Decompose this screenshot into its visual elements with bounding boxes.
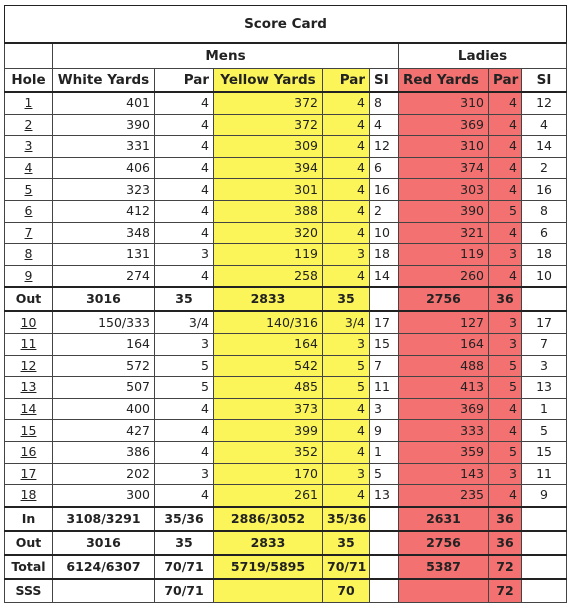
white-yards-cell: 300 (53, 485, 155, 507)
out-row-label: Out (5, 531, 53, 555)
red-yards-cell: 333 (399, 420, 489, 442)
par-cell: 4 (155, 265, 214, 287)
white-yards-cell: 386 (53, 441, 155, 463)
hole-number-cell (5, 463, 53, 485)
yellow-yards-cell: 258 (214, 265, 323, 287)
ladies-si-cell: 7 (522, 333, 567, 355)
table-row (5, 420, 567, 442)
white-yards-cell: 164 (53, 333, 155, 355)
white-yards-cell: 331 (53, 136, 155, 158)
sss-row-red-par: 72 (489, 579, 522, 603)
red-par-cell: 5 (489, 441, 522, 463)
ladies-si-cell: 2 (522, 157, 567, 179)
yellow-yards-cell: 309 (214, 136, 323, 158)
mens-si-cell: 11 (370, 377, 399, 399)
hole-number-cell (5, 333, 53, 355)
mens-si-cell: 6 (370, 157, 399, 179)
out-front-row-red-par: 36 (489, 287, 522, 311)
yellow-par-cell: 3 (323, 244, 370, 266)
yellow-yards-cell: 140/316 (214, 311, 323, 333)
red-yards-cell: 260 (399, 265, 489, 287)
red-par-cell: 3 (489, 311, 522, 333)
mens-si-cell: 8 (370, 92, 399, 114)
hole-number-cell (5, 420, 53, 442)
mens-si-cell: 4 (370, 114, 399, 136)
hole-number-cell (5, 355, 53, 377)
red-par-cell: 5 (489, 355, 522, 377)
total-row-si-blank (370, 555, 399, 579)
red-yards-cell: 369 (399, 398, 489, 420)
table-row (5, 441, 567, 463)
out-front-row-par: 35 (155, 287, 214, 311)
hole-link[interactable]: 17 (20, 465, 37, 481)
hole-number-cell (5, 377, 53, 399)
yellow-par-cell: 4 (323, 265, 370, 287)
par-cell: 4 (155, 157, 214, 179)
ladies-si-cell: 14 (522, 136, 567, 158)
red-par-cell: 5 (489, 377, 522, 399)
par-cell: 4 (155, 200, 214, 222)
page-title: Score Card (5, 6, 567, 44)
hole-link[interactable]: 6 (24, 203, 33, 219)
red-par-cell: 5 (489, 200, 522, 222)
white-yards-cell: 274 (53, 265, 155, 287)
yellow-yards-cell: 372 (214, 92, 323, 114)
yellow-par-cell: 5 (323, 355, 370, 377)
par-cell: 5 (155, 377, 214, 399)
total-row-red-yards: 5387 (399, 555, 489, 579)
table-row (5, 157, 567, 179)
total-row-ladies-si-blank (522, 555, 567, 579)
yellow-par-cell: 4 (323, 420, 370, 442)
white-yards-header: White Yards (53, 69, 155, 93)
red-par-cell: 4 (489, 398, 522, 420)
white-yards-cell: 572 (53, 355, 155, 377)
out-front-row-red-yards: 2756 (399, 287, 489, 311)
ladies-si-cell: 3 (522, 355, 567, 377)
white-yards-cell: 406 (53, 157, 155, 179)
par-cell: 4 (155, 114, 214, 136)
out-front-row-ladies-si-blank (522, 287, 567, 311)
table-row (5, 398, 567, 420)
hole-link[interactable]: 8 (24, 246, 33, 262)
red-par-cell: 4 (489, 114, 522, 136)
mens-si-cell: 17 (370, 311, 399, 333)
par-cell: 4 (155, 179, 214, 201)
hole-number-cell (5, 398, 53, 420)
red-yards-cell: 310 (399, 92, 489, 114)
yellow-yards-cell: 394 (214, 157, 323, 179)
table-row (5, 136, 567, 158)
hole-link[interactable]: 14 (20, 401, 37, 417)
yellow-par-cell: 4 (323, 441, 370, 463)
red-yards-cell: 488 (399, 355, 489, 377)
hole-link[interactable]: 16 (20, 444, 37, 460)
ladies-si-cell: 1 (522, 398, 567, 420)
red-par-header: Par (489, 69, 522, 93)
ladies-si-cell: 12 (522, 92, 567, 114)
total-row-red-par: 72 (489, 555, 522, 579)
hole-number-cell (5, 441, 53, 463)
white-yards-cell: 323 (53, 179, 155, 201)
in-row-red-yards: 2631 (399, 507, 489, 531)
hole-link[interactable]: 15 (20, 422, 37, 438)
table-row (5, 463, 567, 485)
red-par-cell: 3 (489, 463, 522, 485)
mens-si-cell: 2 (370, 200, 399, 222)
yellow-yards-cell: 320 (214, 222, 323, 244)
table-row (5, 200, 567, 222)
par-header: Par (155, 69, 214, 93)
sss-row-white-yards (53, 579, 155, 603)
par-cell: 4 (155, 398, 214, 420)
yellow-par-cell: 4 (323, 222, 370, 244)
red-par-cell: 4 (489, 265, 522, 287)
red-yards-cell: 374 (399, 157, 489, 179)
hole-number-cell (5, 244, 53, 266)
par-cell: 3 (155, 463, 214, 485)
yellow-yards-cell: 170 (214, 463, 323, 485)
out-row (5, 531, 567, 555)
red-yards-cell: 303 (399, 179, 489, 201)
red-yards-cell: 235 (399, 485, 489, 507)
out-row-par: 35 (155, 531, 214, 555)
hole-link[interactable]: 9 (24, 268, 33, 284)
red-par-cell: 3 (489, 333, 522, 355)
out-row-white-yards: 3016 (53, 531, 155, 555)
yellow-yards-header: Yellow Yards (214, 69, 323, 93)
red-yards-cell: 310 (399, 136, 489, 158)
hole-link[interactable]: 7 (24, 224, 33, 240)
red-yards-cell: 164 (399, 333, 489, 355)
sss-row-par: 70/71 (155, 579, 214, 603)
red-par-cell: 4 (489, 485, 522, 507)
ladies-si-cell: 17 (522, 311, 567, 333)
out-front-row-yellow-yards: 2833 (214, 287, 323, 311)
ladies-si-cell: 18 (522, 244, 567, 266)
in-row-white-yards: 3108/3291 (53, 507, 155, 531)
yellow-par-cell: 4 (323, 92, 370, 114)
ladies-si-cell: 4 (522, 114, 567, 136)
mens-si-cell: 10 (370, 222, 399, 244)
in-row-yellow-yards: 2886/3052 (214, 507, 323, 531)
ladies-si-cell: 9 (522, 485, 567, 507)
in-row-label: In (5, 507, 53, 531)
yellow-par-cell: 4 (323, 398, 370, 420)
mens-si-cell: 15 (370, 333, 399, 355)
yellow-par-cell: 4 (323, 485, 370, 507)
par-cell: 3 (155, 333, 214, 355)
total-row-white-yards: 6124/6307 (53, 555, 155, 579)
white-yards-cell: 507 (53, 377, 155, 399)
par-cell: 3 (155, 244, 214, 266)
hole-number-cell (5, 311, 53, 333)
red-yards-cell: 143 (399, 463, 489, 485)
yellow-yards-cell: 261 (214, 485, 323, 507)
hole-number-cell (5, 485, 53, 507)
yellow-yards-cell: 485 (214, 377, 323, 399)
table-row (5, 179, 567, 201)
red-yards-cell: 119 (399, 244, 489, 266)
ladies-si-cell: 5 (522, 420, 567, 442)
mens-si-cell: 16 (370, 179, 399, 201)
out-row-red-par: 36 (489, 531, 522, 555)
red-yards-cell: 369 (399, 114, 489, 136)
out-row-ladies-si-blank (522, 531, 567, 555)
table-row (5, 333, 567, 355)
total-row-par: 70/71 (155, 555, 214, 579)
table-row (5, 355, 567, 377)
yellow-yards-cell: 388 (214, 200, 323, 222)
ladies-si-header: SI (522, 69, 567, 93)
out-front-row (5, 287, 567, 311)
yellow-par-cell: 4 (323, 200, 370, 222)
yellow-par-cell: 4 (323, 114, 370, 136)
par-cell: 4 (155, 420, 214, 442)
hole-link[interactable]: 10 (20, 314, 37, 330)
hole-link[interactable]: 3 (24, 138, 33, 154)
red-par-cell: 3 (489, 244, 522, 266)
red-par-cell: 4 (489, 222, 522, 244)
sss-row-yellow-yards (214, 579, 323, 603)
table-row (5, 485, 567, 507)
in-row-par: 35/36 (155, 507, 214, 531)
red-yards-cell: 321 (399, 222, 489, 244)
white-yards-cell: 390 (53, 114, 155, 136)
in-row (5, 507, 567, 531)
out-row-si-blank (370, 531, 399, 555)
hole-link[interactable]: 2 (24, 116, 33, 132)
ladies-si-cell: 15 (522, 441, 567, 463)
hole-number-cell (5, 136, 53, 158)
mens-si-cell: 5 (370, 463, 399, 485)
table-row (5, 114, 567, 136)
total-row-yellow-par: 70/71 (323, 555, 370, 579)
mens-si-cell: 9 (370, 420, 399, 442)
hole-link[interactable]: 12 (20, 357, 37, 373)
red-par-cell: 4 (489, 136, 522, 158)
sss-row-si-blank (370, 579, 399, 603)
hole-number-cell (5, 92, 53, 114)
hole-link[interactable]: 4 (24, 160, 33, 176)
red-yards-header: Red Yards (399, 69, 489, 93)
table-row (5, 244, 567, 266)
white-yards-cell: 131 (53, 244, 155, 266)
table-row (5, 377, 567, 399)
mens-si-cell: 7 (370, 355, 399, 377)
red-par-cell: 4 (489, 179, 522, 201)
hole-number-cell (5, 222, 53, 244)
yellow-par-cell: 3 (323, 463, 370, 485)
mens-group-header: Mens (53, 43, 399, 69)
out-front-row-si-blank (370, 287, 399, 311)
corner-blank (5, 43, 53, 69)
white-yards-cell: 401 (53, 92, 155, 114)
out-row-yellow-par: 35 (323, 531, 370, 555)
par-cell: 4 (155, 222, 214, 244)
par-cell: 4 (155, 441, 214, 463)
in-row-si-blank (370, 507, 399, 531)
yellow-yards-cell: 301 (214, 179, 323, 201)
sss-row (5, 579, 567, 603)
yellow-yards-cell: 352 (214, 441, 323, 463)
par-cell: 5 (155, 355, 214, 377)
white-yards-cell: 348 (53, 222, 155, 244)
par-cell: 4 (155, 136, 214, 158)
mens-si-cell: 13 (370, 485, 399, 507)
sss-row-ladies-si-blank (522, 579, 567, 603)
score-card-table (4, 5, 567, 603)
yellow-par-header: Par (323, 69, 370, 93)
red-par-cell: 4 (489, 157, 522, 179)
white-yards-cell: 400 (53, 398, 155, 420)
out-row-yellow-yards: 2833 (214, 531, 323, 555)
out-front-row-white-yards: 3016 (53, 287, 155, 311)
par-cell: 4 (155, 485, 214, 507)
red-yards-cell: 127 (399, 311, 489, 333)
sss-row-red-yards (399, 579, 489, 603)
red-par-cell: 4 (489, 92, 522, 114)
hole-link[interactable]: 11 (20, 336, 37, 352)
in-row-red-par: 36 (489, 507, 522, 531)
out-row-red-yards: 2756 (399, 531, 489, 555)
hole-link[interactable]: 5 (24, 181, 33, 197)
total-row (5, 555, 567, 579)
sss-row-yellow-par: 70 (323, 579, 370, 603)
yellow-yards-cell: 542 (214, 355, 323, 377)
mens-si-header: SI (370, 69, 399, 93)
hole-header: Hole (5, 69, 53, 93)
table-row (5, 92, 567, 114)
total-row-label: Total (5, 555, 53, 579)
white-yards-cell: 412 (53, 200, 155, 222)
mens-si-cell: 12 (370, 136, 399, 158)
ladies-si-cell: 6 (522, 222, 567, 244)
sss-row-label: SSS (5, 579, 53, 603)
red-yards-cell: 390 (399, 200, 489, 222)
ladies-si-cell: 11 (522, 463, 567, 485)
red-yards-cell: 359 (399, 441, 489, 463)
table-row (5, 311, 567, 333)
hole-link[interactable]: 1 (24, 95, 33, 111)
yellow-par-cell: 3 (323, 333, 370, 355)
yellow-yards-cell: 373 (214, 398, 323, 420)
yellow-par-cell: 4 (323, 157, 370, 179)
table-row (5, 222, 567, 244)
hole-number-cell (5, 157, 53, 179)
in-row-ladies-si-blank (522, 507, 567, 531)
ladies-si-cell: 10 (522, 265, 567, 287)
hole-number-cell (5, 179, 53, 201)
yellow-par-cell: 5 (323, 377, 370, 399)
mens-si-cell: 3 (370, 398, 399, 420)
hole-link[interactable]: 18 (20, 487, 37, 503)
white-yards-cell: 150/333 (53, 311, 155, 333)
ladies-si-cell: 16 (522, 179, 567, 201)
par-cell: 4 (155, 92, 214, 114)
hole-number-cell (5, 114, 53, 136)
mens-si-cell: 14 (370, 265, 399, 287)
yellow-yards-cell: 119 (214, 244, 323, 266)
par-cell: 3/4 (155, 311, 214, 333)
ladies-group-header: Ladies (399, 43, 567, 69)
hole-number-cell (5, 265, 53, 287)
total-row-yellow-yards: 5719/5895 (214, 555, 323, 579)
yellow-par-cell: 4 (323, 136, 370, 158)
white-yards-cell: 202 (53, 463, 155, 485)
red-par-cell: 4 (489, 420, 522, 442)
out-front-row-label: Out (5, 287, 53, 311)
hole-number-cell (5, 200, 53, 222)
yellow-yards-cell: 399 (214, 420, 323, 442)
ladies-si-cell: 13 (522, 377, 567, 399)
yellow-yards-cell: 164 (214, 333, 323, 355)
ladies-si-cell: 8 (522, 200, 567, 222)
white-yards-cell: 427 (53, 420, 155, 442)
yellow-par-cell: 4 (323, 179, 370, 201)
in-row-yellow-par: 35/36 (323, 507, 370, 531)
yellow-par-cell: 3/4 (323, 311, 370, 333)
table-row (5, 265, 567, 287)
yellow-yards-cell: 372 (214, 114, 323, 136)
hole-link[interactable]: 13 (20, 379, 37, 395)
red-yards-cell: 413 (399, 377, 489, 399)
out-front-row-yellow-par: 35 (323, 287, 370, 311)
mens-si-cell: 18 (370, 244, 399, 266)
mens-si-cell: 1 (370, 441, 399, 463)
